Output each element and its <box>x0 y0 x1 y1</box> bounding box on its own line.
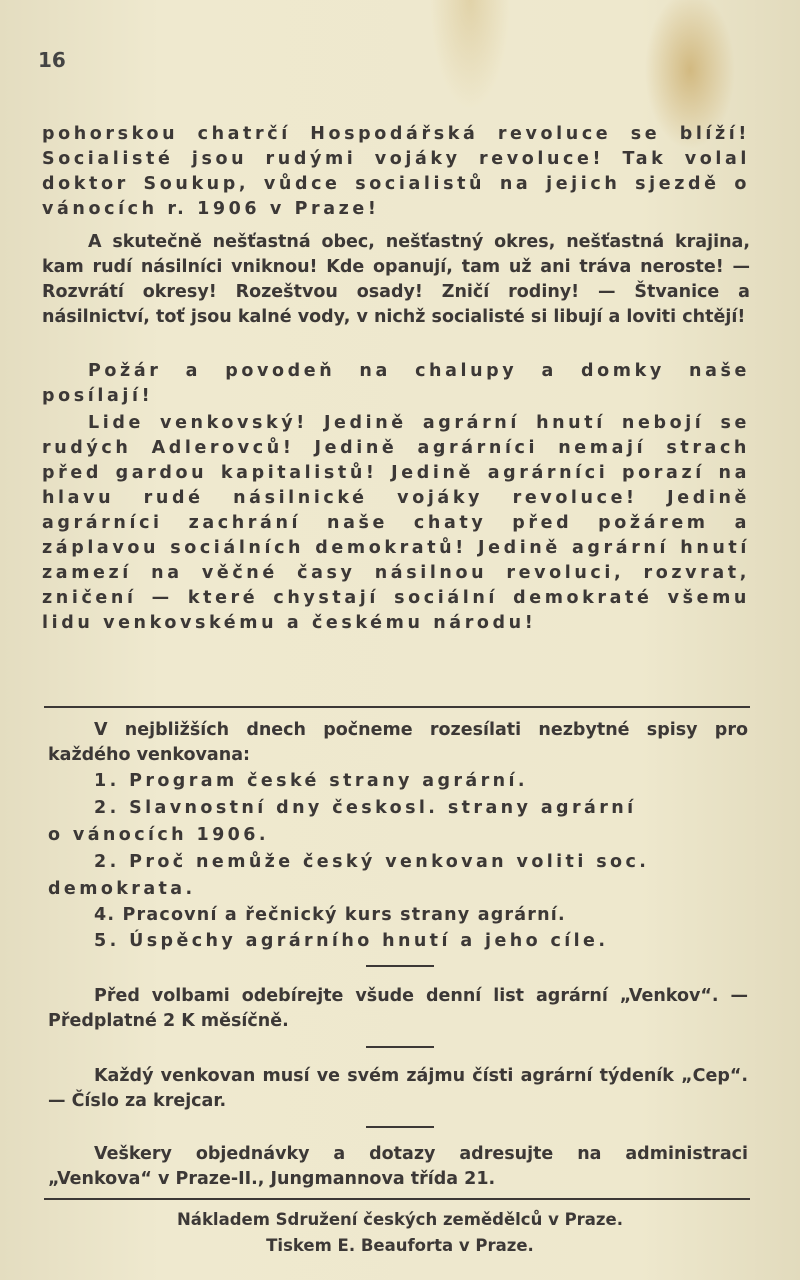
list-item: 2. Proč nemůže český venkovan voliti soc. <box>94 852 650 872</box>
imprint-divider <box>44 1198 750 1200</box>
paragraph-fire-flood: Požár a povodeň na chalupy a domky naše posílají! <box>42 361 750 406</box>
list-item: 5. Úspěchy agrárního hnutí a jeho cíle. <box>94 931 609 951</box>
notice-orders-address: Veškery objednávky a dotazy adresujte na administraci „Venkova“ v Praze-II., Jungmannova třída 21. <box>48 1144 748 1189</box>
page-number: 16 <box>38 48 66 72</box>
short-divider <box>366 1046 434 1048</box>
short-divider <box>366 965 434 967</box>
imprint-publisher: Nákladem Sdružení českých zemědělců v Praze. <box>177 1210 623 1229</box>
list-item: 1. Program české strany agrární. <box>94 771 528 791</box>
imprint-printer: Tiskem E. Beauforta v Praze. <box>266 1236 534 1255</box>
list-item: 2. Slavnostní dny českosl. strany agrární <box>94 798 637 818</box>
list-item: 4. Pracovní a řečnický kurs strany agrární. <box>94 905 566 925</box>
list-item: demokrata. <box>48 879 196 899</box>
notice-cep-weekly: Každý venkovan musí ve svém zájmu čísti agrární týdeník „Cep“. — Číslo za krejcar. <box>48 1066 748 1111</box>
section-divider <box>44 706 750 708</box>
paragraph-revolution-quote: pohorskou chatrčí Hospodářská revoluce se blíží! Socialisté jsou rudými vojáky revoluce! Tak volal doktor Soukup, vůdce socialistů na jejich sjezdě o vánocích r. 1906 v Praze! <box>42 124 750 219</box>
list-item: o vánocích 1906. <box>48 825 269 845</box>
notice-venkov-daily: Před volbami odebírejte všude denní list agrární „Venkov“. — Předplatné 2 K měsíčně. <box>48 986 748 1031</box>
short-divider <box>366 1126 434 1128</box>
announcement-intro: V nejbližších dnech počneme rozesílati nezbytné spisy pro každého venkovana: <box>48 720 748 765</box>
paragraph-rural-people: Lide venkovský! Jedině agrární hnutí nebojí se rudých Adlerovců! Jedině agrárníci nemají strach před gardou kapitalistů! Jedině agrárníci porazí na hlavu rudé násilnické vojáky revoluce! Jedině agrárníci zachrání naše chaty před požárem a záplavou sociálních demokratů! Jedině agrární hnutí zamezí na věčné časy násilnou revoluci, rozvrat, zničení — které chystají sociální demokraté všemu lidu venkovskému a českému národu! <box>42 413 750 633</box>
paragraph-misfortune: A skutečně nešťastná obec, nešťastný okres, nešťastná krajina, kam rudí násilníci vniknou! Kde opanují, tam už ani tráva neroste! — Rozvrátí okresy! Rozeštvou osady! Zničí rodiny! — Štvanice a násilnictví, toť jsou kalné vody, v nichž socialisté si libují a loviti chtějí! <box>42 232 750 327</box>
